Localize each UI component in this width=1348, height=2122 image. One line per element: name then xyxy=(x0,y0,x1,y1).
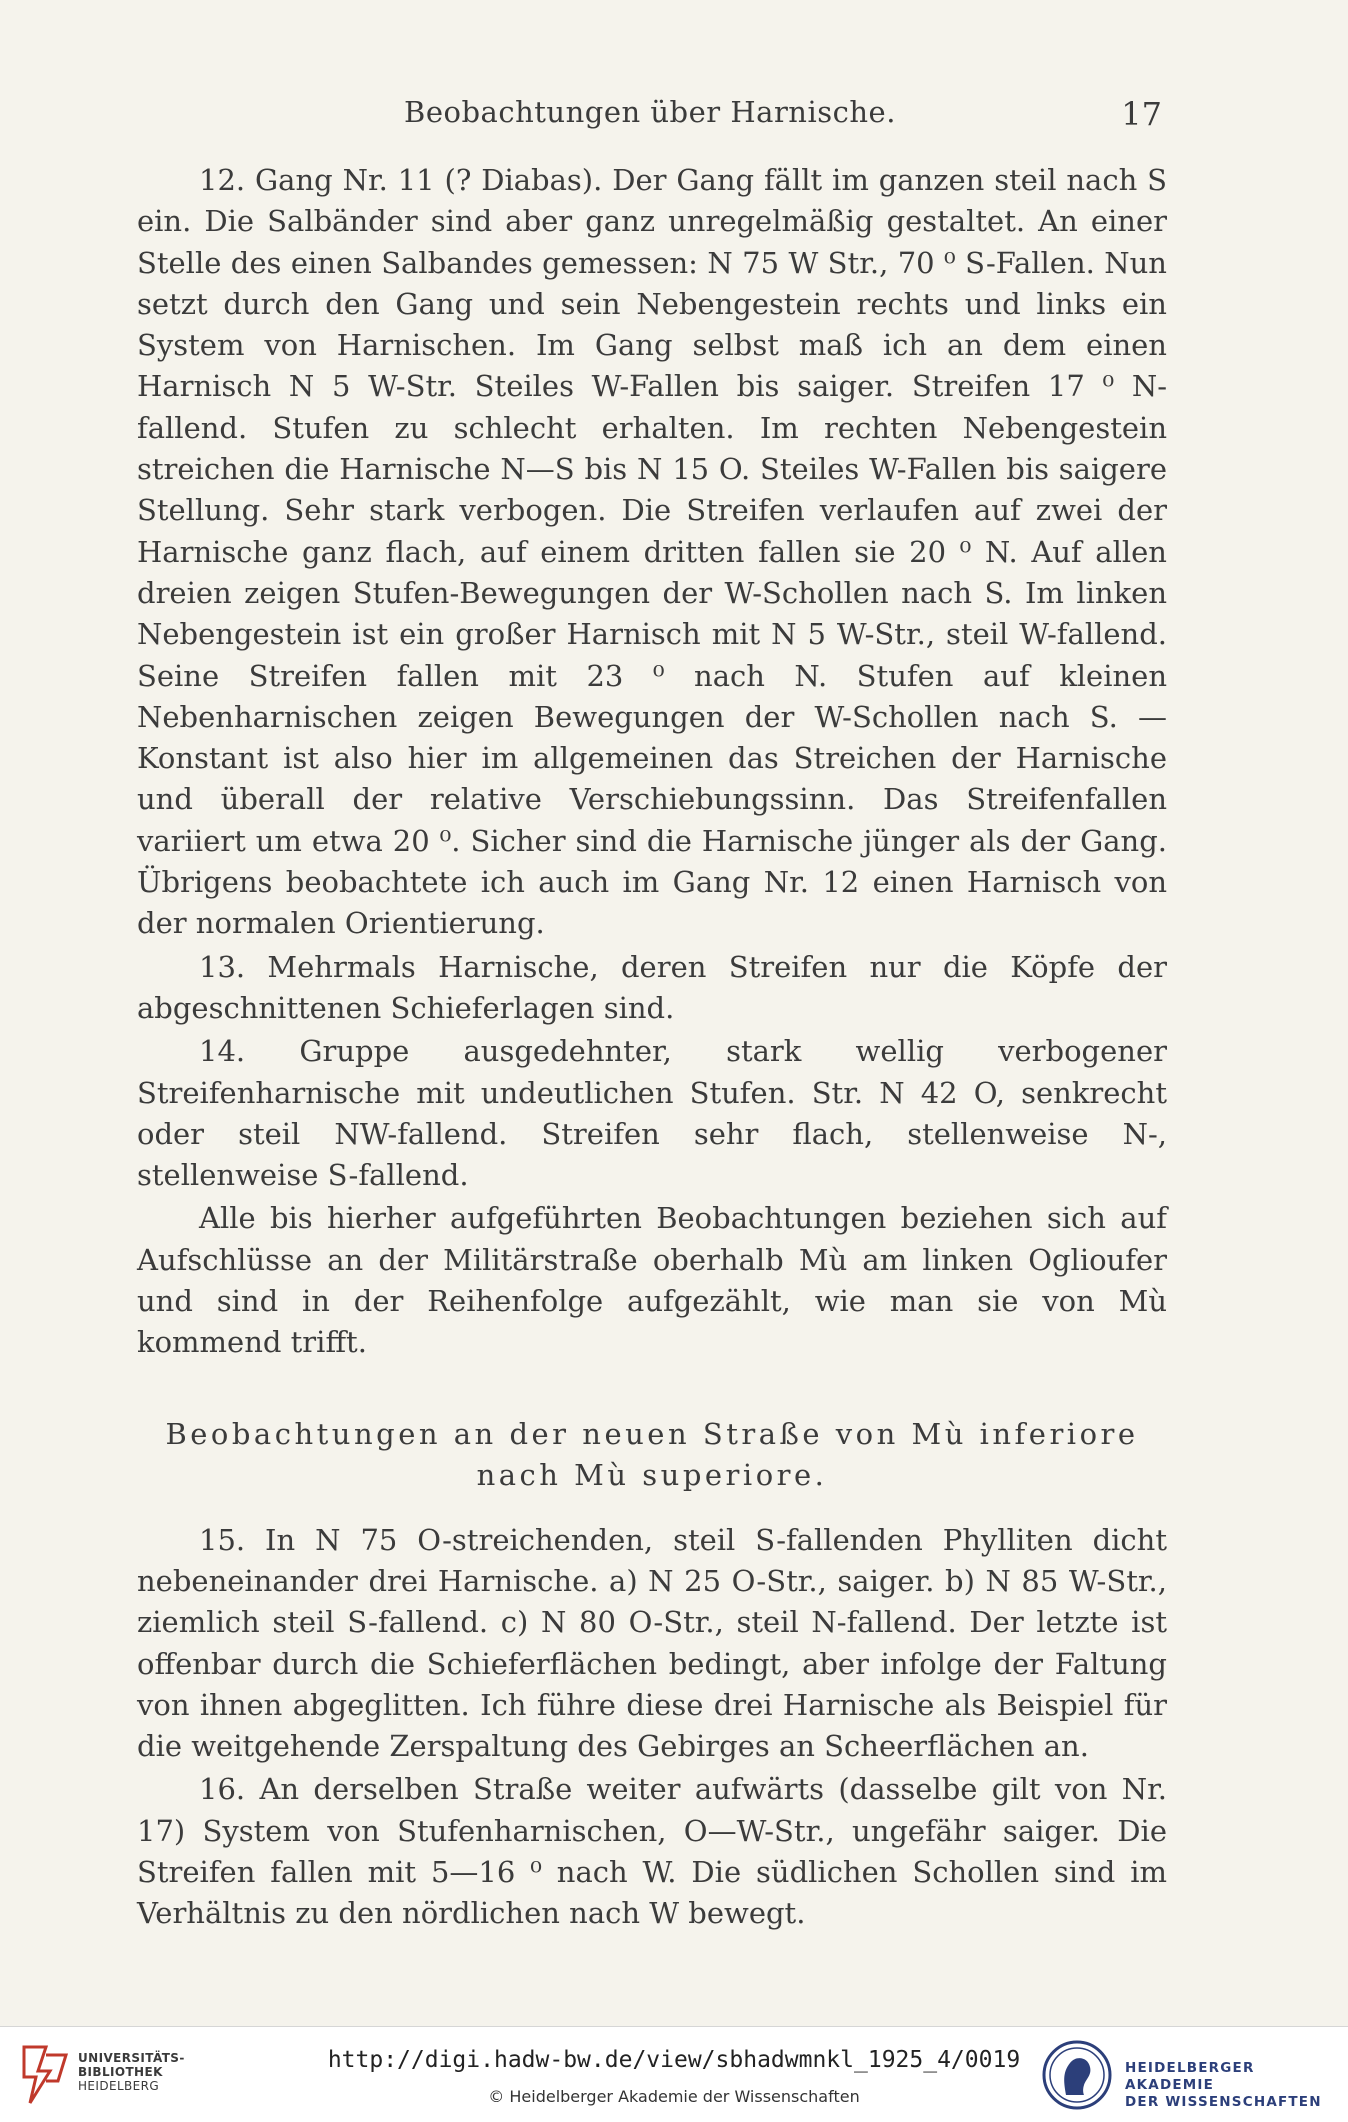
ub-line2: BIBLIOTHEK xyxy=(78,2065,163,2079)
ub-line3: HEIDELBERG xyxy=(78,2079,160,2093)
paragraph-15: 15. In N 75 O-streichenden, steil S-fallenden Phylliten dicht nebeneinander drei Harnische. a) N 25 O-Str., saiger. b) N 85 W-Str., ziemlich steil S-fallend. c) N 80 O-Str., steil N-fallend. Der letzte ist offenbar durch die Schieferflächen bedingt, aber infolge der Faltung von ihnen abgeglitten. Ich führe diese drei Harnische als Beispiel für die weitgehende Zerspaltung des Gebirges an Scheerflächen an. xyxy=(137,1522,1167,1764)
paragraph-14: 14. Gruppe ausgedehnter, stark wellig verbogener Streifenharnische mit undeutlichen Stufen. Str. N 42 O, senkrecht oder steil NW-fallend. Streifen sehr flach, stellenweise N-, stellenweise S-fallend. xyxy=(137,1034,1167,1193)
viewer-footer xyxy=(0,2026,1348,2122)
hadw-seal-icon xyxy=(1040,2039,1114,2111)
paragraph-12: 12. Gang Nr. 11 (? Diabas). Der Gang fällt im ganzen steil nach S ein. Die Salbänder sind aber ganz unregelmäßig gestaltet. An einer Stelle des einen Salbandes gemessen: N 75 W Str., 70 ⁰ S-Fallen. Nun setzt durch den Gang und sein Nebengestein rechts und links ein System von Harnischen. Im Gang selbst maß ich an dem einen Harnisch N 5 W-Str. Steiles W-Fallen bis saiger. Streifen 17 ⁰ N-fallend. Stufen zu schlecht erhalten. Im rechten Nebengestein streichen die Harnische N—S bis N 15 O. Steiles W-Fallen bis saigere Stellung. Sehr stark verbogen. Die Streifen verlaufen auf zwei der Harnische ganz flach, auf einem dritten fallen sie 20 ⁰ N. Auf allen dreien zeigen Stufen-Bewegungen der W-Schollen nach S. Im linken Nebengestein ist ein großer Harnisch mit N 5 W-Str., steil W-fallend. Seine Streifen fallen mit 23 ⁰ nach N. Stufen auf kleinen Nebenharnischen zeigen Bewegungen der W-Schollen nach S. — Konstant ist also hier im allgemeinen das Streichen der Harnische und überall der relative Verschiebungssinn. Das Streifenfallen variiert um etwa 20 ⁰. Sicher sind die Harnische jünger als der Gang. Übrigens beobachtete ich auch im Gang Nr. 12 einen Harnisch von der normalen Orientierung. xyxy=(137,163,1167,941)
hadw-label xyxy=(1125,2060,1348,2111)
paragraph-summary: Alle bis hierher aufgeführten Beobachtungen beziehen sich auf Aufschlüsse an der Militärstraße oberhalb Mù am linken Oglioufer und sind in der Reihenfolge aufgezählt, wie man sie von Mù kommend trifft. xyxy=(137,1201,1167,1360)
page-number: 17 xyxy=(1121,95,1162,133)
paragraph-16: 16. An derselben Straße weiter aufwärts (dasselbe gilt von Nr. 17) System von Stufenharnischen, O—W-Str., ungefähr saiger. Die Streifen fallen mit 5—16 ⁰ nach W. Die südlichen Schollen sind im Verhältnis zu den nördlichen nach W bewegt. xyxy=(137,1772,1167,1931)
body-text xyxy=(137,160,1167,1935)
copyright-notice: © Heidelberger Akademie der Wissenschaften xyxy=(488,2087,860,2106)
section-heading-line1: Beobachtungen an der neuen Straße von Mù inferiore xyxy=(165,1416,1139,1451)
paragraph-13: 13. Mehrmals Harnische, deren Streifen nur die Köpfe der abgeschnittenen Schieferlagen sind. xyxy=(137,949,1167,1025)
permalink-url[interactable]: http://digi.hadw-bw.de/view/sbhadwmnkl_1925_4/0019 xyxy=(327,2047,1021,2073)
running-title: Beobachtungen über Harnische. xyxy=(404,95,896,129)
ub-line1: UNIVERSITÄTS- xyxy=(78,2051,185,2065)
page-header xyxy=(130,95,1170,135)
hadw-line1: HEIDELBERGER AKADEMIE xyxy=(1125,2060,1255,2093)
section-heading-line2: nach Mù superiore. xyxy=(476,1457,828,1492)
hadw-line2: DER WISSENSCHAFTEN xyxy=(1125,2094,1322,2110)
section-heading xyxy=(137,1414,1167,1496)
